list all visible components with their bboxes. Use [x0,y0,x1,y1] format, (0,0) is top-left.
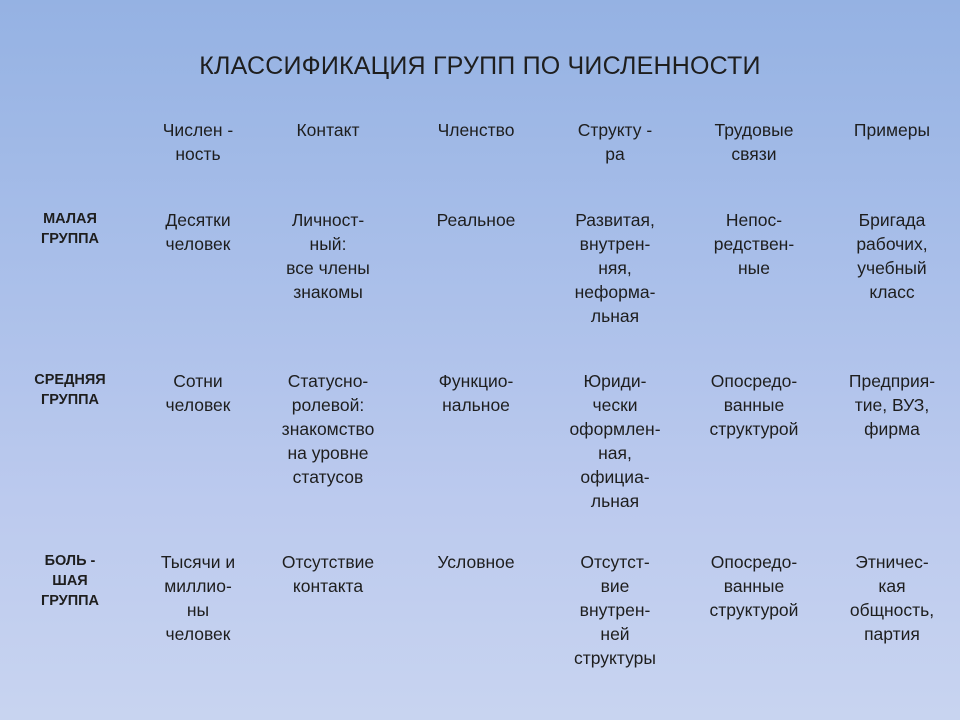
table-cell: Опосредо- ванные структурой [709,552,799,620]
column-header-work-relations: Трудовые связи [714,120,794,164]
table-cell: Реальное [436,210,516,230]
row-header-large-group: БОЛЬ - ШАЯ ГРУППА [40,553,100,609]
column-header-membership: Членство [437,120,515,140]
column-header-structure: Структу - ра [577,120,653,164]
table-cell: Отсутст- вие внутрен- ней структуры [574,552,656,668]
table-cell: Этничес- кая общность, партия [849,552,935,644]
table-cell: Предприя- тие, ВУЗ, фирма [848,371,936,439]
table-cell: Развитая, внутрен- няя, неформа- льная [574,210,656,326]
row-header-medium-group: СРЕДНЯЯ ГРУППА [34,372,106,408]
column-header-examples: Примеры [853,120,931,140]
table-cell: Непос- редствен- ные [713,210,795,278]
table-cell: Личност- ный: все члены знакомы [286,210,370,302]
row-header-small-group: МАЛАЯ ГРУППА [40,211,100,247]
column-header-contact: Контакт [296,120,360,140]
table-cell: Статусно- ролевой: знакомство на уровне статусов [281,371,375,487]
table-cell: Десятки человек [165,210,231,254]
table-cell: Бригада рабочих, учебный класс [856,210,928,302]
table-cell: Тысячи и миллио- ны человек [160,552,236,644]
table-cell: Отсутствие контакта [281,552,375,596]
table-cell: Условное [437,552,515,572]
table-cell: Опосредо- ванные структурой [709,371,799,439]
table-cell: Юриди- чески оформлен- ная, официа- льная [569,371,661,511]
column-header-size: Числен - ность [162,120,234,164]
table-cell: Сотни человек [165,371,231,415]
slide-title: КЛАССИФИКАЦИЯ ГРУПП ПО ЧИСЛЕННОСТИ [199,52,761,80]
table-cell: Функцио- нальное [438,371,514,415]
